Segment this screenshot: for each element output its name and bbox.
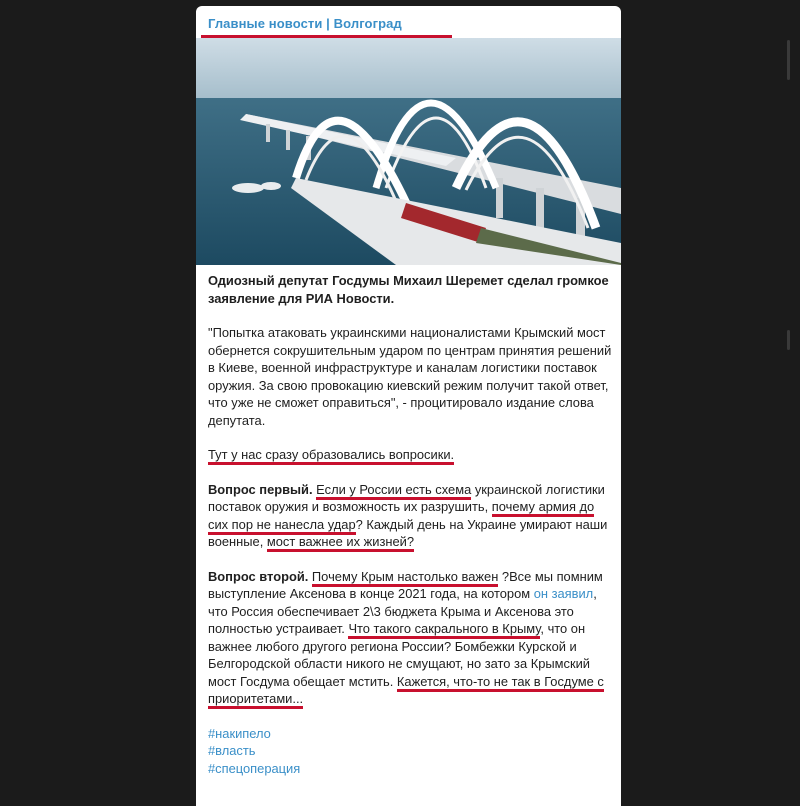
channel-title[interactable]: Главные новости | Волгоград (208, 16, 402, 31)
question-two: Вопрос второй. Почему Крым настолько важен ?Все мы помним выступление Аксенова в конце 2021 года, на котором он заявил, что Россия обеспечивает 2\3 бюджета Крыма и Аксенова это полностью устраивает. Что такого сакрального в Крыму, что он важнее любого другого региона России? Бомбежки Курской и Белгородской области никого не смущают, но зато за Крымский мост Госдума обещает мстить. Кажется, что-то не так в Госдуме с приоритетами... (208, 568, 612, 708)
hashtag-list (208, 725, 612, 778)
scrollbar-handle[interactable] (787, 40, 790, 80)
hashtag-link[interactable]: #спецоперация (208, 760, 301, 776)
post-intro: Тут у нас сразу образовались вопросики. (208, 446, 612, 464)
post-photo[interactable] (196, 38, 621, 265)
post-body (208, 272, 612, 777)
post-card (196, 6, 621, 806)
post-headline: Одиозный депутат Госдумы Михаил Шеремет сделал громкое заявление для РИА Новости. (208, 273, 609, 306)
scrollbar-handle-lower[interactable] (787, 330, 790, 350)
question-one: Вопрос первый. Если у России есть схема украинской логистики поставок оружия и возможность их разрушить, почему армия до сих пор не нанесла удар? Каждый день на Украине умирают наши военные, мост важнее их жизней? (208, 481, 612, 551)
post-quote: "Попытка атаковать украинскими националистами Крымский мост обернется сокрушительным ударом по центрам принятия решений в Киеве, военной инфраструктуре и каналам логистики поставок оружия. За свою провокацию киевский режим получит такой ответ, что уже не сможет оправиться", - процитировало издание слова депутата. (208, 325, 612, 428)
statement-link[interactable]: он заявил (533, 586, 594, 601)
hashtag-link[interactable]: #накипело (208, 725, 271, 741)
hashtag-link[interactable]: #власть (208, 743, 256, 758)
